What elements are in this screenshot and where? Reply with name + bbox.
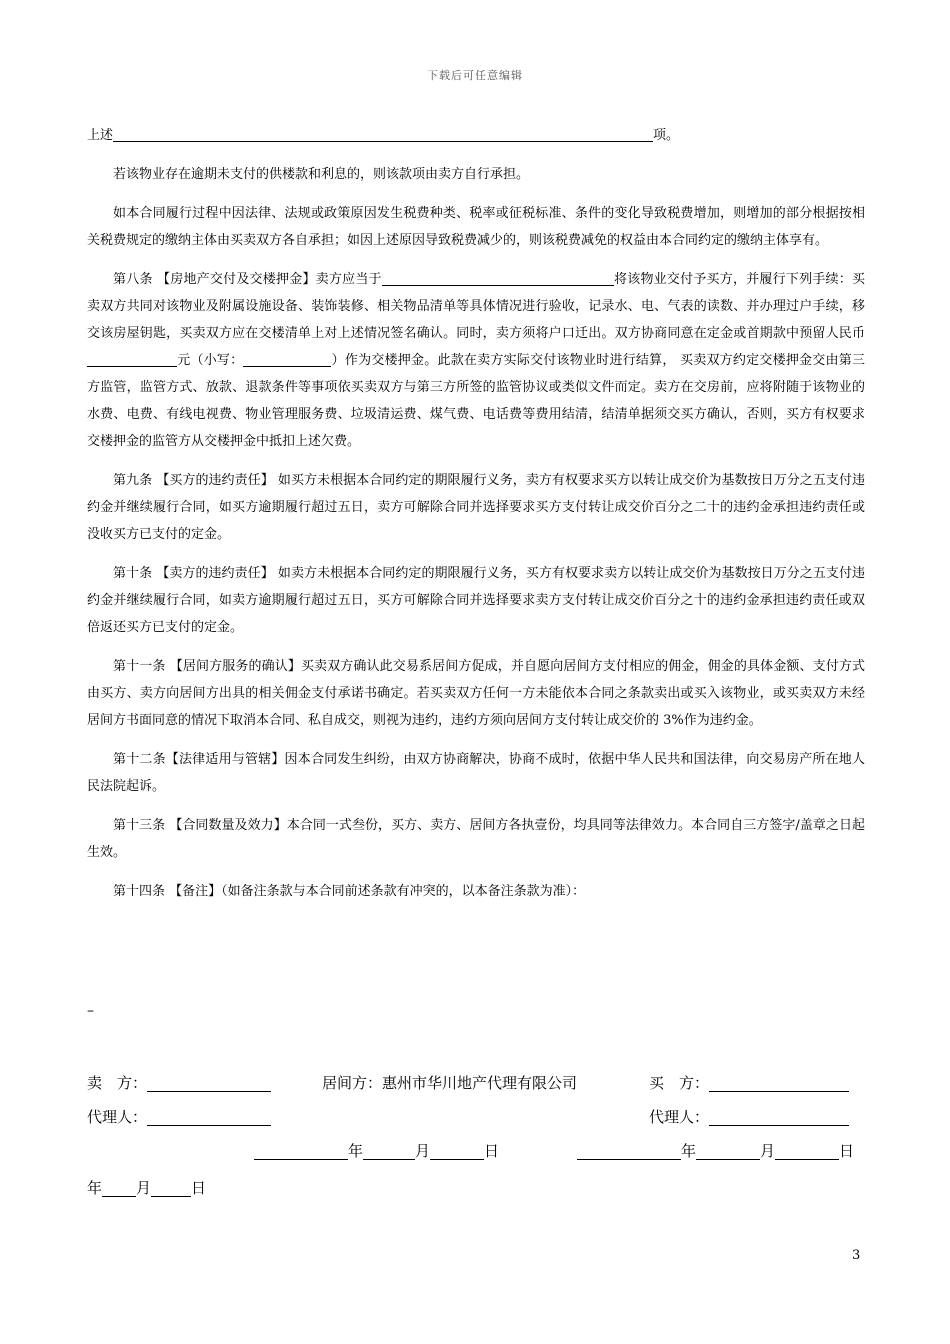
date-line-left: [87, 1177, 206, 1199]
day-blank: [775, 1141, 839, 1160]
contract-body: [87, 122, 865, 917]
year-label: 年: [87, 1179, 103, 1197]
paragraph-above-items: [87, 122, 865, 149]
day-blank: [430, 1141, 484, 1160]
article-8-part-c: 元（小写：: [177, 353, 244, 368]
buyer-signature: [649, 1072, 849, 1094]
month-blank: [696, 1141, 760, 1160]
header-watermark: 下载后可任意编辑: [427, 69, 523, 82]
seller-agent-signature: [87, 1106, 271, 1128]
blank-line: [113, 125, 653, 142]
seller-signature: [87, 1072, 271, 1094]
blank-deposit-amount: [87, 350, 177, 367]
buyer-agent-blank: [709, 1107, 849, 1126]
buyer-agent-label: 代理人：: [649, 1108, 710, 1126]
stray-dash: –: [87, 1003, 94, 1019]
day-blank: [151, 1178, 191, 1197]
article-11: 第十一条 【居间方服务的确认】买卖双方确认此交易系居间方促成，并自愿向居间方支付相应的佣金，佣金的具体金额、支付方式由买方、卖方向居间方出具的相关佣金支付承诺书确定。若买卖双方任何一方未能依本合同之条款卖出或买入该物业，或买卖双方未经居间方书面同意的情况下取消本合同、私自成交，则视为违约，违约方须向居间方支付转让成交价的 3%作为违约金。: [87, 659, 865, 728]
article-8-part-d: ）作为交楼押金。此款在卖方实际交付该物业时进行结算， 买卖双方约定交楼押金交由第三方监管，监管方式、放款、退款条件等事项依买卖双方与第三方所签的监管协议或类似文件而定。卖方在交房前，应将附随于该物业的水费、电费、有线电视费、物业管理服务费、垃圾清运费、煤气费、电话费等费用结清，结清单据须交买方确认，否则，买方有权要求交楼押金的监管方从交楼押金中抵扣上述欠费。: [87, 353, 865, 449]
blank-delivery-date: [382, 269, 614, 286]
day-label: 日: [839, 1142, 855, 1160]
article-14: 第十四条 【备注】（如备注条款与本合同前述条款有冲突的，以本备注条款为准）：: [113, 884, 586, 899]
seller-agent-blank: [147, 1107, 271, 1126]
article-8-part-a: 第八条 【房地产交付及交楼押金】卖方应当于: [113, 272, 382, 287]
intermediary-label: 居间方：惠州市华川地产代理有限公司: [322, 1074, 578, 1092]
month-blank: [102, 1178, 136, 1197]
page-number: 3: [852, 1248, 861, 1263]
paragraph-overdue-loan: 若该物业存在逾期未支付的供楼款和利息的，则该款项由卖方自行承担。: [113, 167, 530, 182]
text-items: 项。: [653, 128, 680, 143]
article-8: [87, 266, 865, 455]
buyer-agent-signature: [649, 1106, 849, 1128]
article-10: 第十条 【卖方的违约责任】 如卖方未根据本合同约定的期限履行义务，买方有权要求卖方以转让成交价为基数按日万分之五支付违约金并继续履行合同，如卖方逾期履行超过五日，买方可解除合同并选择要求卖方支付转让成交价百分之十的违约金承担违约责任或双倍返还买方已支付的定金。: [87, 566, 865, 635]
seller-blank: [147, 1073, 271, 1092]
seller-agent-label: 代理人：: [87, 1108, 148, 1126]
year-blank: [254, 1141, 348, 1160]
article-8-part-b: 将该物业交付予买方，并履行下列手续：买卖双方共同对该物业及附属设施设备、装饰装修、相关物品清单等具体情况进行验收，记录水、电、气表的读数、并办理过户手续，移交该房屋钥匙，买卖双方应在交楼清单上对上述情况签名确认。同时，卖方须将户口迁出。双方协商同意在定金或首期款中预留人民币: [87, 272, 865, 341]
text-above: 上述: [87, 128, 114, 143]
blank-deposit-lowercase: [243, 350, 331, 367]
year-label: 年: [681, 1142, 697, 1160]
buyer-blank: [709, 1073, 849, 1092]
month-label: 月: [136, 1179, 152, 1197]
month-label: 月: [415, 1142, 431, 1160]
day-label: 日: [484, 1142, 500, 1160]
date-line-middle: [254, 1140, 499, 1162]
seller-label: 卖 方：: [87, 1074, 148, 1092]
day-label: 日: [191, 1179, 207, 1197]
month-blank: [363, 1141, 415, 1160]
date-line-right: [577, 1140, 854, 1162]
buyer-label: 买 方：: [649, 1074, 710, 1092]
paragraph-tax-change: 如本合同履行过程中因法律、法规或政策原因发生税费种类、税率或征税标准、条件的变化导致税费增加，则增加的部分根据按相关税费规定的缴纳主体由买卖双方各自承担；如因上述原因导致税费减少的，则该税费减免的权益由本合同约定的缴纳主体享有。: [87, 206, 865, 248]
year-label: 年: [348, 1142, 364, 1160]
article-9: 第九条 【买方的违约责任】 如买方未根据本合同约定的期限履行义务，卖方有权要求买方以转让成交价为基数按日万分之五支付违约金并继续履行合同，如买方逾期履行超过五日，卖方可解除合同并选择要求买方支付转让成交价百分之二十的违约金承担违约责任或没收买方已支付的定金。: [87, 473, 865, 542]
article-12: 第十二条【法律适用与管辖】因本合同发生纠纷，由双方协商解决，协商不成时，依据中华人民共和国法律，向交易房产所在地人民法院起诉。: [87, 752, 865, 794]
month-label: 月: [760, 1142, 776, 1160]
year-blank: [577, 1141, 681, 1160]
article-13: 第十三条 【合同数量及效力】本合同一式叁份，买方、卖方、居间方各执壹份，均具同等法律效力。本合同自三方签字/盖章之日起生效。: [87, 818, 865, 860]
